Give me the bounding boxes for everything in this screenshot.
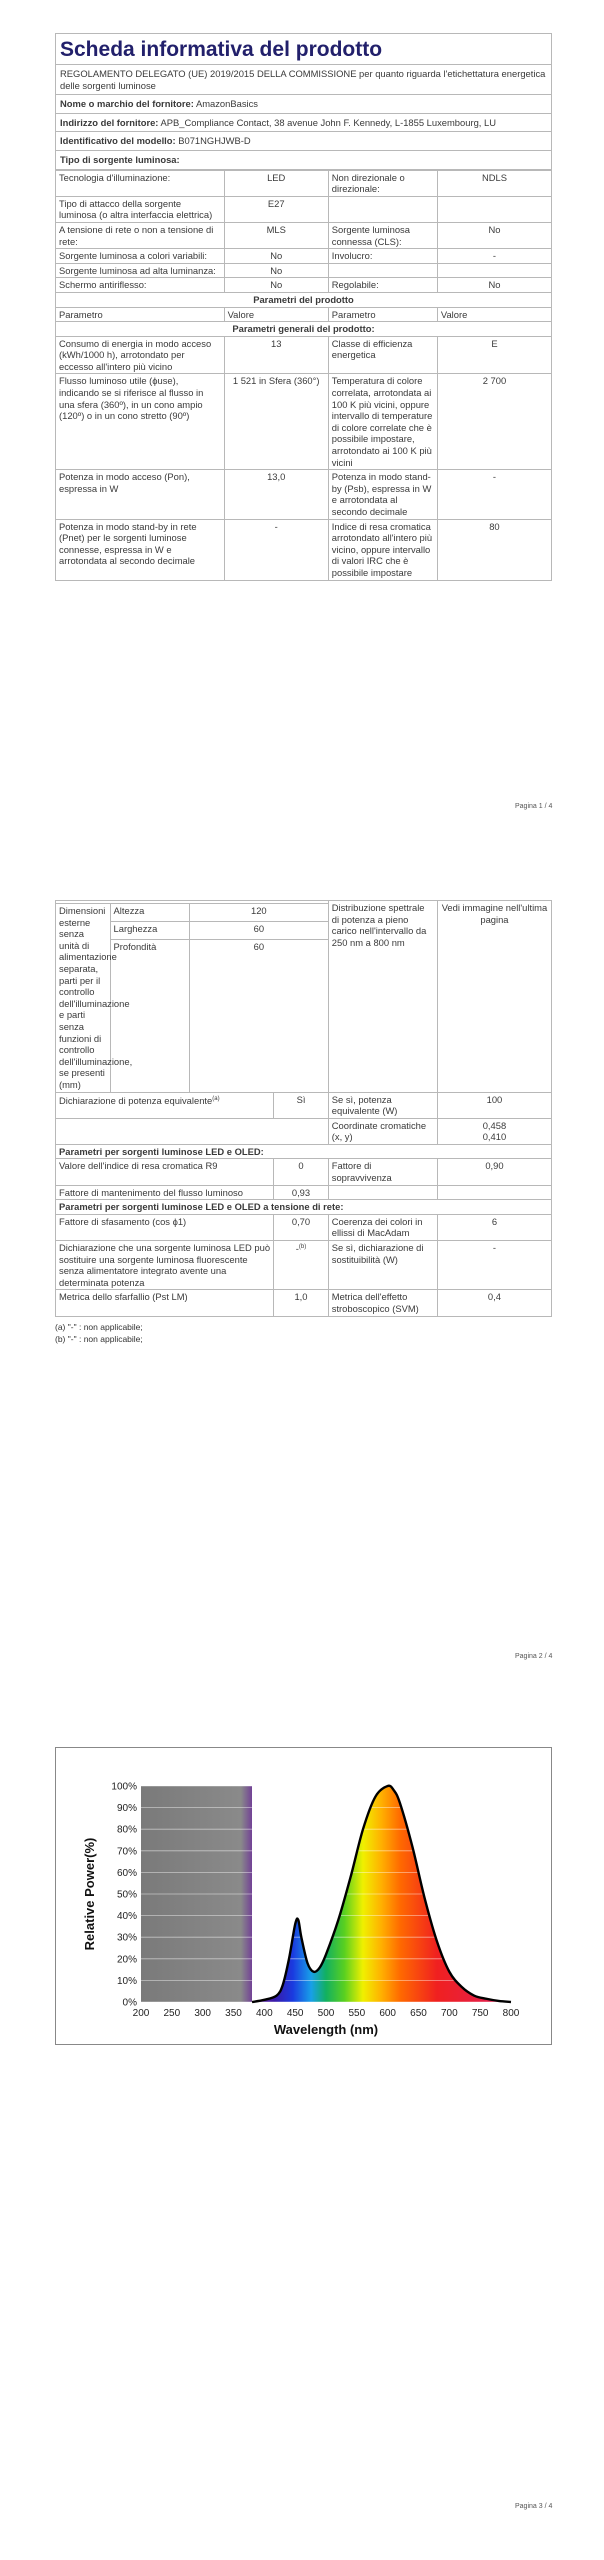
general-header: Parametri generali del prodotto: <box>56 322 552 337</box>
cct-value: 2 700 <box>437 374 551 470</box>
r9-value: 0 <box>274 1159 329 1185</box>
x-tick-label: 550 <box>348 2008 366 2019</box>
supplier-name-label: Nome o marchio del fornitore: <box>60 98 194 110</box>
height-label: Altezza <box>110 904 189 922</box>
x-tick-label: 300 <box>194 2008 212 2019</box>
y-tick-label: 20% <box>116 1954 137 1966</box>
energy-label: Consumo di energia in modo acceso (kWh/1000 h), arrotondato per eccesso all'intero più vicino <box>56 336 225 374</box>
y-tick-label: 90% <box>116 1803 137 1815</box>
x-tick-label: 400 <box>255 2008 273 2019</box>
y-tick-label: 100% <box>111 1781 137 1793</box>
light-type-header: Tipo di sorgente luminosa: <box>56 150 552 169</box>
hl-value: No <box>224 263 328 278</box>
pnet-label: Potenza in modo stand-by in rete (Pnet) per le sorgenti luminose connesse, espressa in W e arrotondata al secondo decimale <box>56 519 225 580</box>
regulation-text: REGOLAMENTO DELEGATO (UE) 2019/2015 DELLA COMMISSIONE per quanto riguarda l'etichettatura energetica delle sorgenti luminose <box>56 65 552 95</box>
supplier-address-label: Indirizzo del fornitore: <box>60 116 159 128</box>
y-tick-label: 50% <box>116 1889 137 1901</box>
flw-label: Se sì, dichiarazione di sostituibilità (W) <box>328 1241 437 1290</box>
spd-label: Distribuzione spettrale di potenza a pieno carico nell'intervallo da 250 nm a 800 nm <box>328 901 437 1093</box>
flw-value: - <box>437 1241 551 1290</box>
pst-value: 1,0 <box>274 1290 329 1316</box>
cls-value: No <box>437 222 551 248</box>
supplier-name: AmazonBasics <box>195 98 258 110</box>
y-tick-label: 30% <box>116 1932 137 1944</box>
dim-label: Regolabile: <box>328 278 437 293</box>
surv-value: 0,90 <box>437 1159 551 1185</box>
mac-label: Coerenza dei colori in ellissi di MacAdam <box>328 1214 437 1240</box>
flux-label: Flusso luminoso utile (ϕuse), indicando se si riferisce al flusso in una sfera (360º), in un cono ampio (120º) o in un cono stretto (90º) <box>56 374 225 470</box>
y-tick-label: 70% <box>116 1846 137 1858</box>
pf-value: 0,70 <box>274 1214 329 1240</box>
pst-label: Metrica dello sfarfallio (Pst LM) <box>56 1290 274 1316</box>
mains-value: MLS <box>224 222 328 248</box>
ag-value: No <box>224 278 328 293</box>
y-tick-label: 10% <box>116 1975 137 1987</box>
width-label: Larghezza <box>110 921 189 939</box>
x-tick-label: 650 <box>410 2008 427 2019</box>
supplier-name-row <box>56 95 552 114</box>
col-value-1: Valore <box>224 307 328 322</box>
model-id: B071NGHJWB-D <box>178 135 251 147</box>
spectrum-chart-frame <box>55 1747 552 2045</box>
pf-label: Fattore di sfasamento (cos ϕ1) <box>56 1214 274 1240</box>
xy-label: Coordinate cromatiche (x, y) <box>328 1118 437 1144</box>
footnote-a: (a) "-" : non applicabile; <box>55 1321 143 1332</box>
eqp-value: Sì <box>274 1092 329 1118</box>
dimensions-table <box>55 900 552 1317</box>
y-tick-label: 80% <box>116 1824 137 1836</box>
col-param-1: Parametro <box>56 307 225 322</box>
x-tick-label: 750 <box>471 2008 489 2019</box>
cls-label: Sorgente luminosa connessa (CLS): <box>328 222 437 248</box>
x-tick-label: 200 <box>132 2008 150 2019</box>
light-type-table <box>55 170 552 581</box>
header-table <box>55 64 552 170</box>
dim-value: No <box>437 278 551 293</box>
y-tick-label: 40% <box>116 1911 137 1923</box>
page-title: Scheda informativa del prodotto <box>55 33 552 64</box>
x-tick-label: 350 <box>225 2008 242 2019</box>
cct-label: Temperatura di colore correlata, arrotondata ai 100 K più vicini, oppure intervallo di temperature di colore correlate che è possibile impostare, arrotondato ai 100 K più vicini <box>328 374 437 470</box>
cap-value: E27 <box>224 196 328 222</box>
page-number-3: Pagina 3 / 4 <box>515 2503 553 2510</box>
spd-value: Vedi immagine nell'ultima pagina <box>437 901 551 1093</box>
pon-value: 13,0 <box>224 470 328 519</box>
mains-label: A tensione di rete o non a tensione di rete: <box>56 222 225 248</box>
x-tick-label: 700 <box>440 2008 458 2019</box>
env-label: Involucro: <box>328 249 437 264</box>
page-1 <box>55 33 552 581</box>
eqp-label: Dichiarazione di potenza equivalente$^{(a)}$ <box>56 1092 274 1118</box>
col-value-2: Valore <box>437 307 551 322</box>
psb-value: - <box>437 470 551 519</box>
x-axis-label: Wavelength (nm) <box>273 2022 379 2037</box>
x-tick-label: 600 <box>379 2008 397 2019</box>
r9-label: Valore dell'indice di resa cromatica R9 <box>56 1159 274 1185</box>
xy-value: 0,458 0,410 <box>437 1118 551 1144</box>
led-header: Parametri per sorgenti luminose LED e OLED: <box>56 1144 552 1159</box>
params-header: Parametri del prodotto <box>56 292 552 307</box>
y-axis-label: Relative Power(%) <box>82 1837 97 1951</box>
svm-label: Metrica dell'effetto stroboscopico (SVM) <box>328 1290 437 1316</box>
class-value: E <box>437 336 551 374</box>
energy-value: 13 <box>224 336 328 374</box>
color-value: No <box>224 249 328 264</box>
x-tick-label: 800 <box>502 2008 520 2019</box>
page-2 <box>55 900 552 1345</box>
svm-value: 0,4 <box>437 1290 551 1316</box>
footnote-b: (b) "-" : non applicabile; <box>55 1333 143 1344</box>
env-value: - <box>437 249 551 264</box>
y-tick-label: 60% <box>116 1867 137 1879</box>
depth-label: Profondità <box>110 939 189 1092</box>
color-label: Sorgente luminosa a colori variabili: <box>56 249 225 264</box>
col-param-2: Parametro <box>328 307 437 322</box>
dir-value: NDLS <box>437 170 551 196</box>
fl-value: -$^{(b)}$ <box>274 1241 329 1290</box>
y-tick-label: 0% <box>122 1997 137 2009</box>
pon-label: Potenza in modo acceso (Pon), espressa in W <box>56 470 225 519</box>
x-tick-label: 450 <box>286 2008 304 2019</box>
cap-label: Tipo di attacco della sorgente luminosa (o altra interfaccia elettrica) <box>56 196 225 222</box>
mains-header: Parametri per sorgenti luminose LED e OLED a tensione di rete: <box>56 1200 552 1215</box>
x-tick-label: 250 <box>163 2008 181 2019</box>
supplier-address-row <box>56 113 552 132</box>
depth-value: 60 <box>189 939 328 1092</box>
dir-label: Non direzionale o direzionale: <box>328 170 437 196</box>
supplier-address: APB_Compliance Contact, 38 avenue John F. Kennedy, L-1855 Luxembourg, LU <box>160 116 496 128</box>
width-value: 60 <box>189 921 328 939</box>
model-row <box>56 132 552 151</box>
flux-value: 1 521 in Sfera (360°) <box>224 374 328 470</box>
fl-label: Dichiarazione che una sorgente luminosa LED può sostituire una sorgente luminosa fluorescente senza alimentatore integrato avente una determinata potenza <box>56 1241 274 1290</box>
maint-label: Fattore di mantenimento del flusso luminoso <box>56 1185 274 1200</box>
model-label: Identificativo del modello: <box>60 135 176 147</box>
spectrum-chart <box>56 1748 551 2044</box>
maint-value: 0,93 <box>274 1185 329 1200</box>
page-number-2: Pagina 2 / 4 <box>515 1653 553 1660</box>
cri-value: 80 <box>437 519 551 580</box>
x-tick-label: 500 <box>317 2008 335 2019</box>
psb-label: Potenza in modo stand-by (Psb), espressa in W e arrotondata al secondo decimale <box>328 470 437 519</box>
pnet-value: - <box>224 519 328 580</box>
hl-label: Sorgente luminosa ad alta luminanza: <box>56 263 225 278</box>
tech-label: Tecnologia d'illuminazione: <box>56 170 225 196</box>
height-value: 120 <box>189 904 328 922</box>
cri-label: Indice di resa cromatica arrotondato all'intero più vicino, oppure intervallo di valori IRC che è possibile impostare <box>328 519 437 580</box>
tech-value: LED <box>224 170 328 196</box>
mac-value: 6 <box>437 1214 551 1240</box>
eqw-value: 100 <box>437 1092 551 1118</box>
eqw-label: Se sì, potenza equivalente (W) <box>328 1092 437 1118</box>
page-number-1: Pagina 1 / 4 <box>515 803 553 810</box>
ag-label: Schermo antiriflesso: <box>56 278 225 293</box>
surv-label: Fattore di sopravvivenza <box>328 1159 437 1185</box>
dims-label: Dimensioni esterne senza unità di alimentazione separata, parti per il controllo dell'illuminazione e parti senza funzioni di controllo dell'illuminazione, se presenti (mm) <box>56 904 111 1093</box>
class-label: Classe di efficienza energetica <box>328 336 437 374</box>
